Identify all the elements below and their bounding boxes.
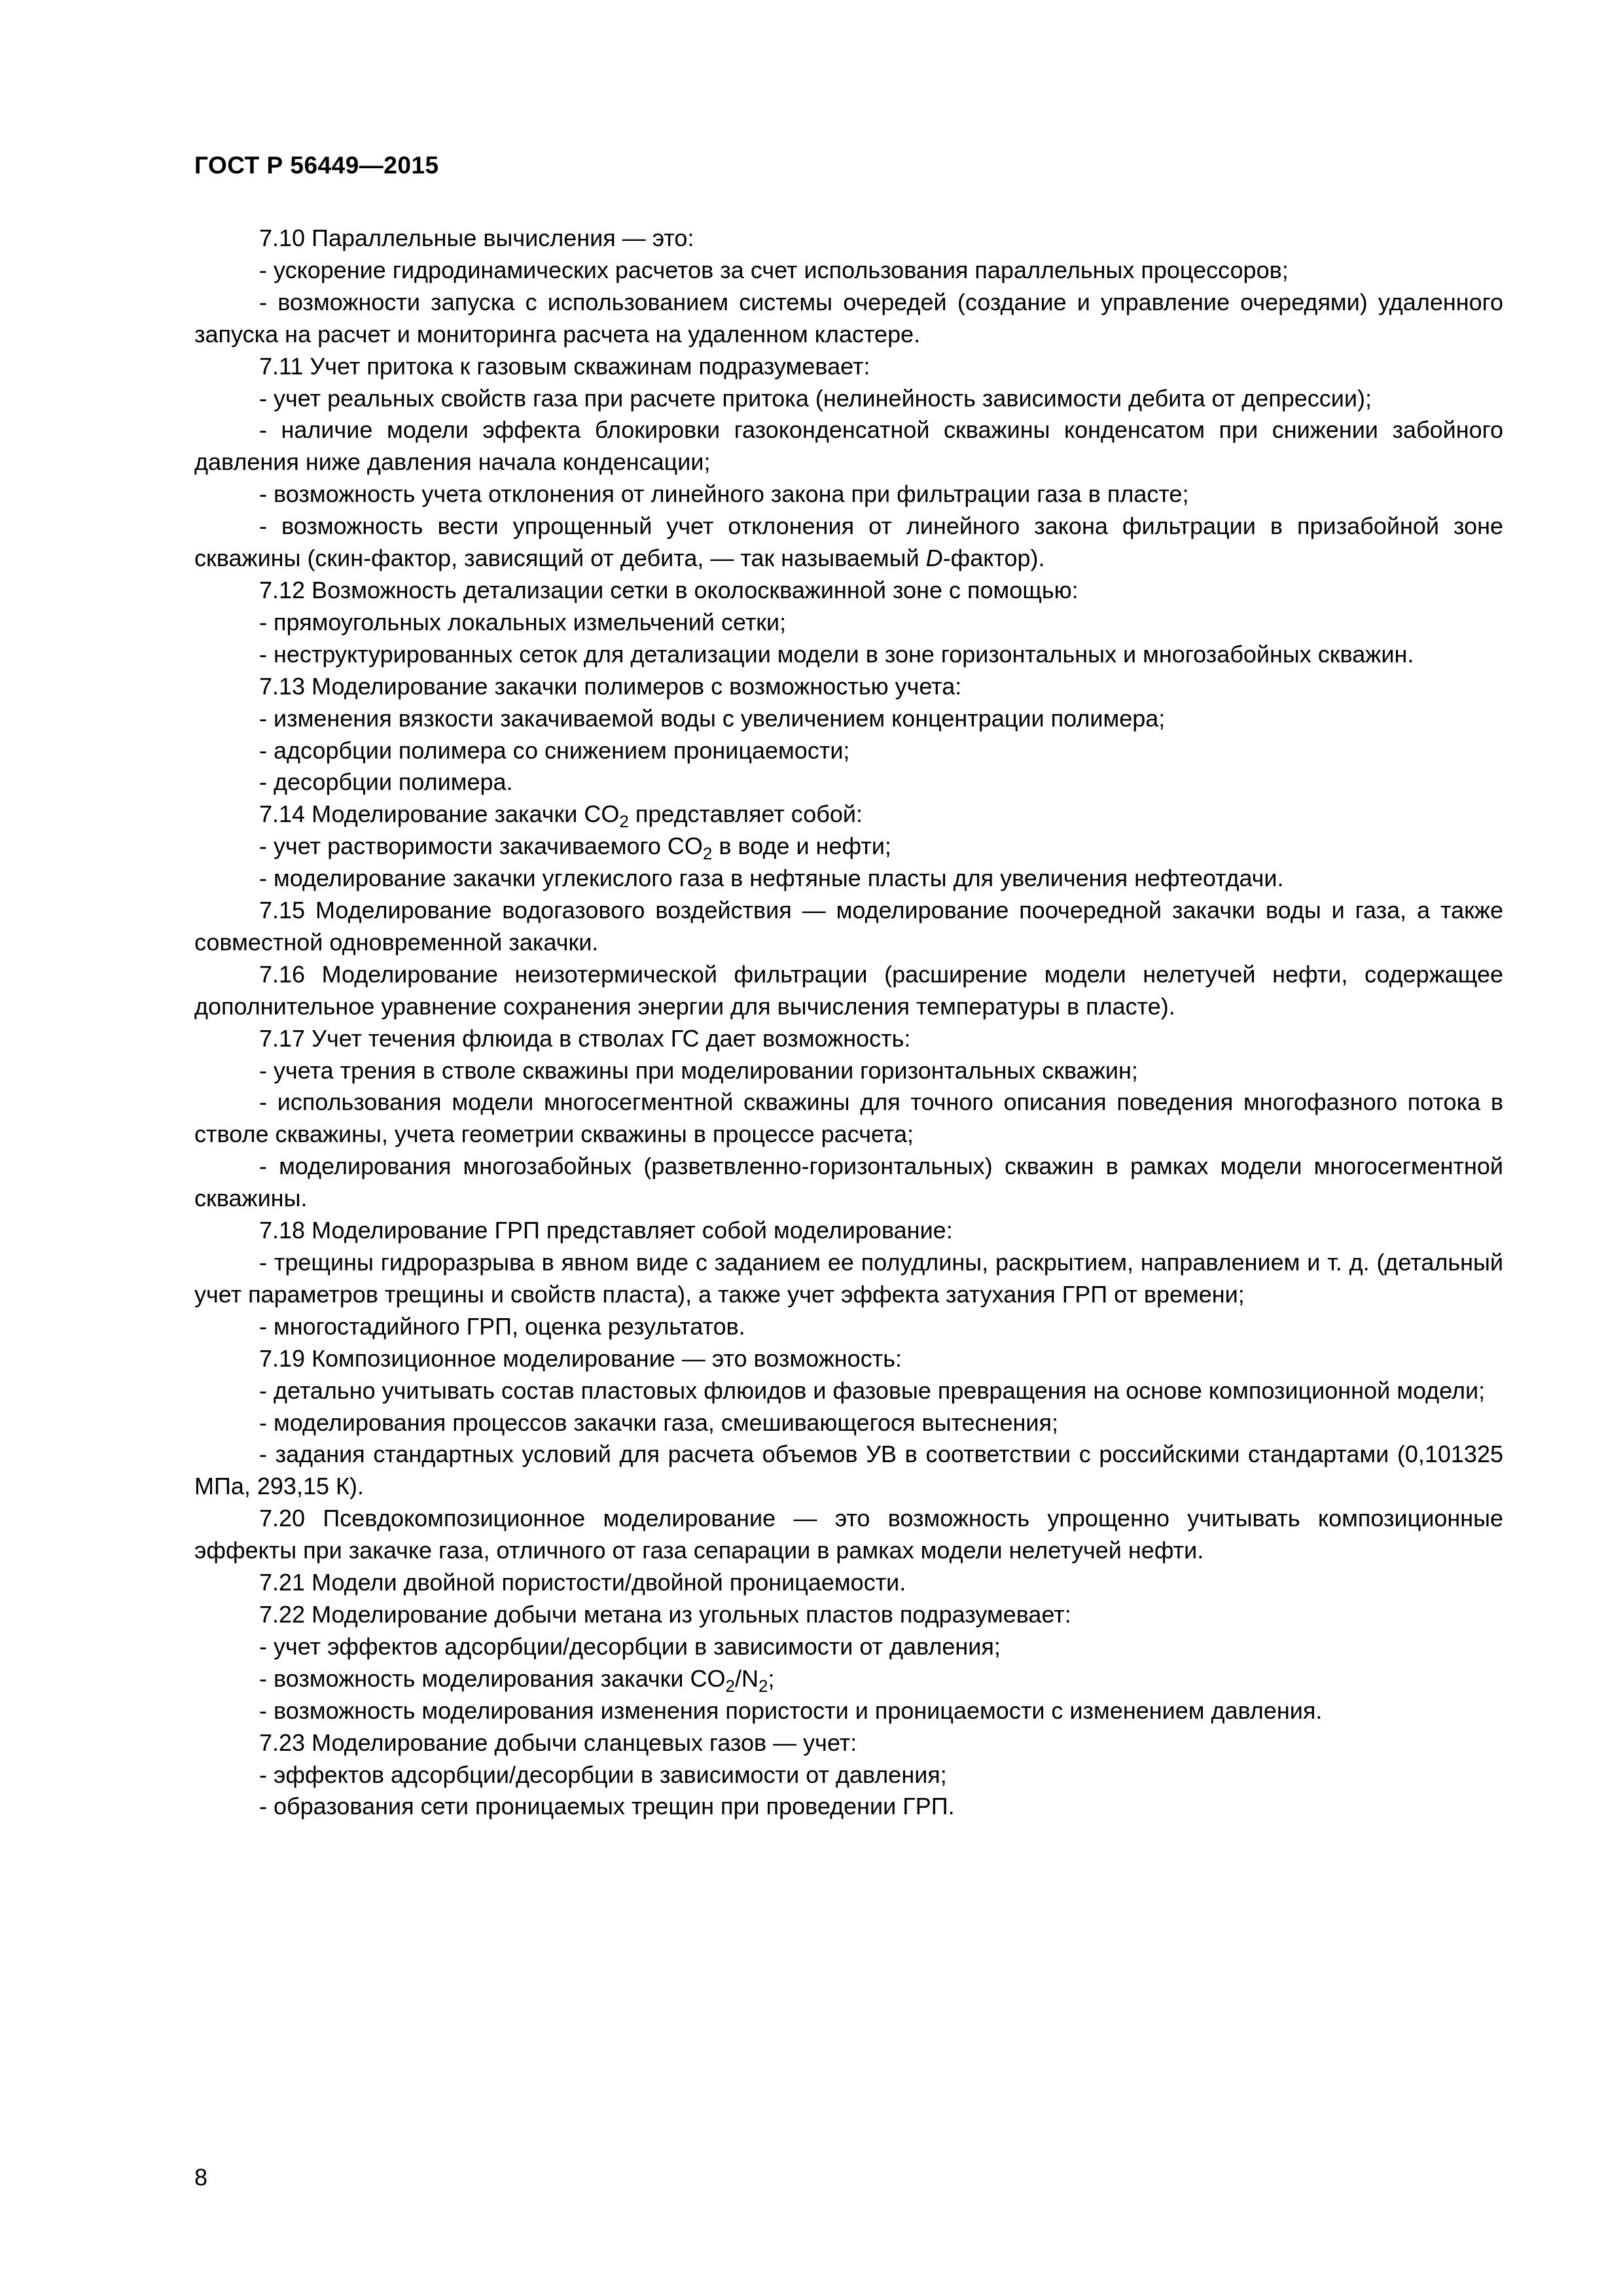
list-item: - использования модели многосегментной скважины для точного описания поведения многофазного потока в стволе скважины, учета геометрии скважины в процессе расчета; bbox=[194, 1088, 1503, 1148]
list-item: - многостадийного ГРП, оценка результатов. bbox=[259, 1312, 745, 1340]
list-item: - возможность моделирования изменения пористости и проницаемости с изменением давления. bbox=[259, 1696, 1323, 1724]
section-7-16-paragraph: 7.16 Моделирование неизотермической фильтрации (расширение модели нелетучей нефти, содержащее дополнительное уравнение сохранения энергии для вычисления температуры в пласте). bbox=[194, 960, 1503, 1020]
document-header: ГОСТ Р 56449—2015 bbox=[194, 152, 439, 179]
list-item: - моделирования многозабойных (разветвленно-горизонтальных) скважин в рамках модели многосегментной скважины. bbox=[194, 1153, 1503, 1212]
list-item: - изменения вязкости закачиваемой воды с увеличением концентрации полимера; bbox=[259, 704, 1166, 732]
list-item: - ускорение гидродинамических расчетов за счет использования параллельных процессоров; bbox=[259, 256, 1289, 283]
section-7-17-heading: 7.17 Учет течения флюида в стволах ГС дает возможность: bbox=[259, 1024, 911, 1052]
section-7-13-heading: 7.13 Моделирование закачки полимеров с возможностью учета: bbox=[259, 672, 962, 700]
section-7-22-heading: 7.22 Моделирование добычи метана из угольных пластов подразумевает: bbox=[259, 1600, 1071, 1628]
list-item: - задания стандартных условий для расчета объемов УВ в соответствии с российскими стандартами (0,101325 МПа, 293,15 К). bbox=[194, 1441, 1503, 1500]
list-item: - возможность учета отклонения от линейного закона при фильтрации газа в пласте; bbox=[259, 480, 1189, 508]
section-7-20-paragraph: 7.20 Псевдокомпозиционное моделирование — это возможность упрощенно учитывать композиционные эффекты при закачке газа, отличного от газа сепарации в рамках модели нелетучей нефти. bbox=[194, 1505, 1503, 1564]
list-item: - возможности запуска с использованием системы очередей (создание и управление очередями) удаленного запуска на расчет и мониторинга расчета на удаленном кластере. bbox=[194, 288, 1503, 348]
list-item: - учет растворимости закачиваемого $CO_2$ в воде и нефти; bbox=[259, 833, 891, 864]
list-item: - наличие модели эффекта блокировки газоконденсатной скважины конденсатом при снижении забойного давления ниже давления начала конденсации; bbox=[194, 416, 1503, 476]
page-number: 8 bbox=[194, 2164, 208, 2191]
section-7-21-paragraph: 7.21 Модели двойной пористости/двойной проницаемости. bbox=[259, 1569, 906, 1596]
list-item: - адсорбции полимера со снижением проницаемости; bbox=[259, 736, 850, 764]
list-item: - учета трения в стволе скважины при моделировании горизонтальных скважин; bbox=[259, 1056, 1138, 1084]
section-7-15-paragraph: 7.15 Моделирование водогазового воздействия — моделирование поочередной закачки воды и газа, а также совместной одновременной закачки. bbox=[194, 897, 1503, 956]
list-item: - моделирование закачки углекислого газа в нефтяные пласты для увеличения нефтеотдачи. bbox=[259, 865, 1284, 892]
list-item: - трещины гидроразрыва в явном виде с заданием ее полудлины, раскрытием, направлением и т. д. (детальный учет параметров трещины и свойств пласта), а также учет эффекта затухания ГРП от времени; bbox=[194, 1249, 1503, 1308]
list-item: - возможность моделирования закачки $CO_2/N_2$; bbox=[259, 1664, 775, 1696]
list-item: - учет эффектов адсорбции/десорбции в зависимости от давления; bbox=[259, 1632, 1001, 1660]
list-item: - возможность вести упрощенный учет отклонения от линейного закона фильтрации в призабойной зоне скважины (скин-фактор, зависящий от дебита, — так называемый D-фактор). bbox=[194, 512, 1503, 572]
list-item: - эффектов адсорбции/десорбции в зависимости от давления; bbox=[259, 1761, 947, 1788]
list-item: - десорбции полимера. bbox=[259, 768, 513, 796]
section-7-18-heading: 7.18 Моделирование ГРП представляет собой моделирование: bbox=[259, 1217, 953, 1244]
list-item: - неструктурированных сеток для детализации модели в зоне горизонтальных и многозабойных скважин. bbox=[259, 640, 1414, 668]
list-item: - моделирования процессов закачки газа, смешивающегося вытеснения; bbox=[259, 1408, 1059, 1436]
section-7-12-heading: 7.12 Возможность детализации сетки в околоскважинной зоне с помощью: bbox=[259, 576, 1079, 603]
section-7-23-heading: 7.23 Моделирование добычи сланцевых газов — учет: bbox=[259, 1729, 857, 1756]
list-item: - образования сети проницаемых трещин при проведении ГРП. bbox=[259, 1793, 955, 1820]
section-7-11-heading: 7.11 Учет притока к газовым скважинам подразумевает: bbox=[259, 352, 870, 380]
list-item: - учет реальных свойств газа при расчете притока (нелинейность зависимости дебита от депрессии); bbox=[259, 384, 1372, 412]
list-item: - прямоугольных локальных измельчений сетки; bbox=[259, 608, 787, 636]
section-7-19-heading: 7.19 Композиционное моделирование — это возможность: bbox=[259, 1344, 902, 1372]
section-7-14-heading: 7.14 Моделирование закачки $CO_2$ представляет собой: bbox=[259, 800, 863, 832]
section-7-10-heading: 7.10 Параллельные вычисления — это: bbox=[259, 224, 694, 251]
list-item: - детально учитывать состав пластовых флюидов и фазовые превращения на основе композиционной модели; bbox=[259, 1376, 1486, 1404]
document-body bbox=[194, 223, 1503, 1823]
